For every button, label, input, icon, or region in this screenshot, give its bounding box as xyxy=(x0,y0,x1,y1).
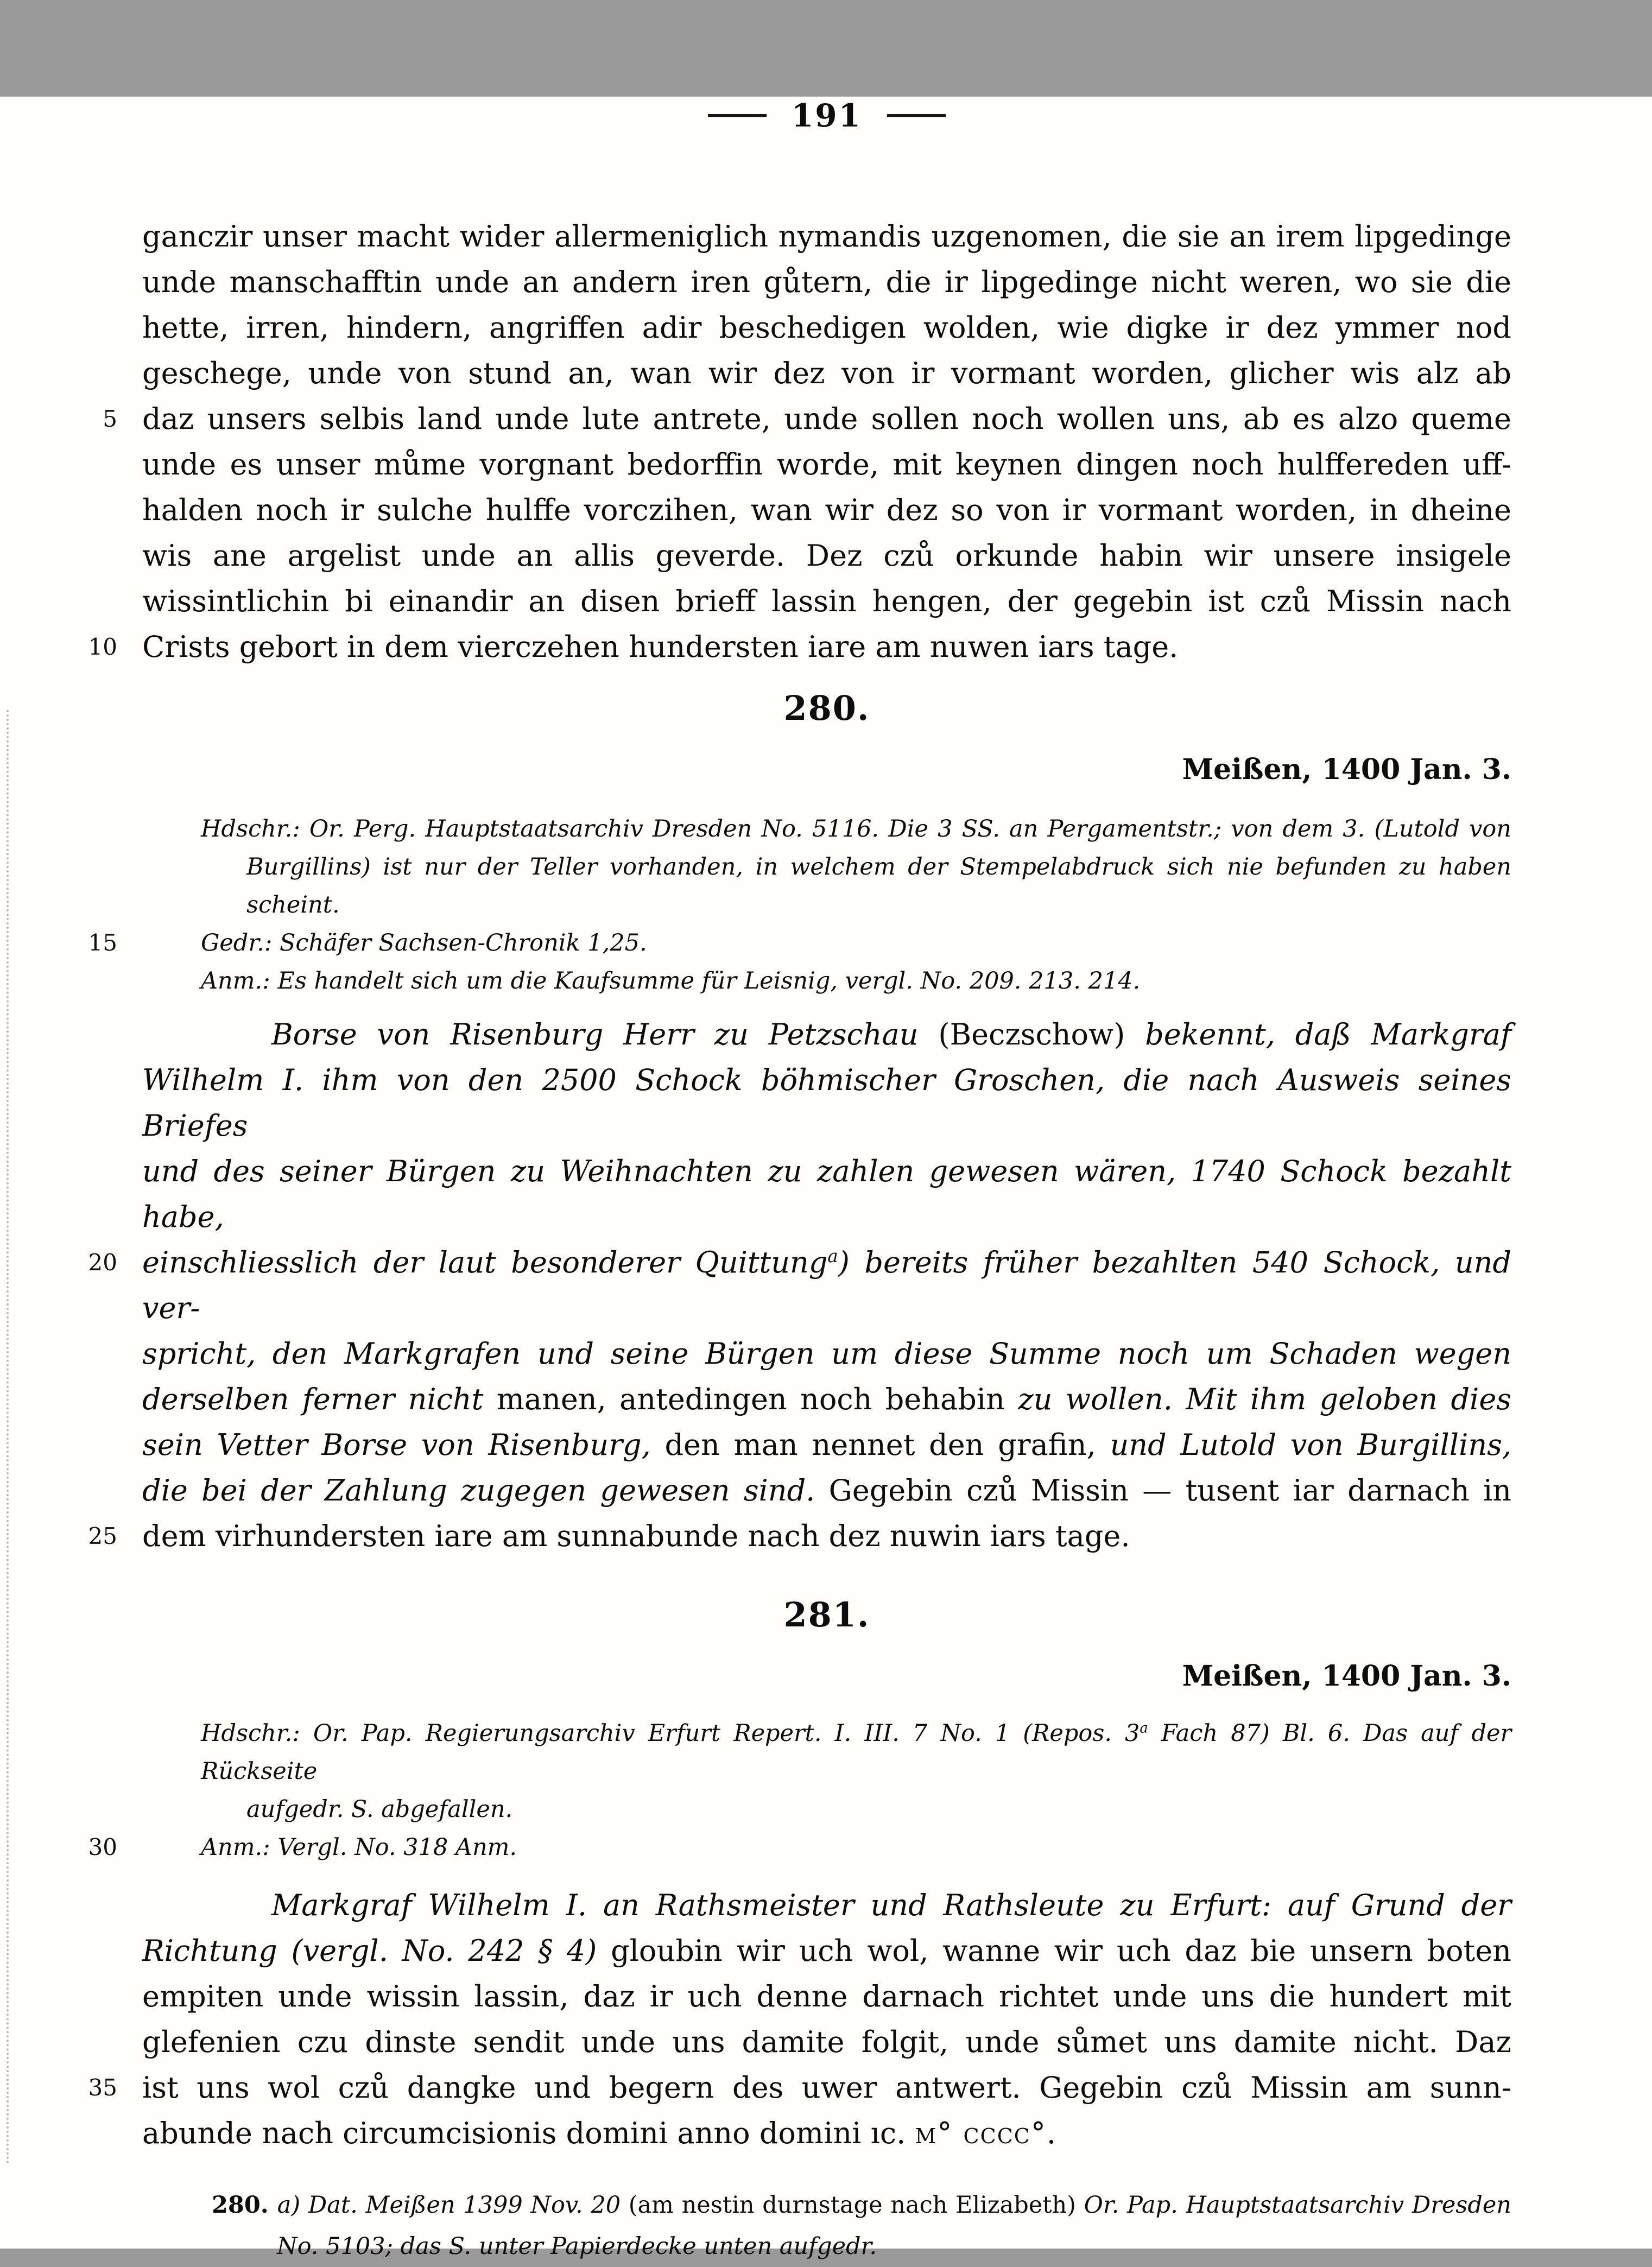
line-text xyxy=(142,2226,1511,2267)
line-text xyxy=(142,1468,1511,1514)
line-text xyxy=(142,1714,1511,1790)
footnote-280a xyxy=(0,2184,1652,2267)
text-segment: einschliesslich der laut besonderer Quittung xyxy=(142,1245,828,1280)
text-segment: No. 5103; das S. unter Papierdecke unten aufgedr. xyxy=(277,2233,877,2260)
margin-line-number xyxy=(0,442,142,487)
line-text xyxy=(142,1057,1511,1149)
entry-281-summary xyxy=(0,1883,1652,2156)
text-segment: ganczir unser macht wider allermeniglich nymandis uzgenomen, die sie an irem lipgedinge xyxy=(142,219,1511,254)
margin-line-number xyxy=(0,1012,142,1057)
text-line xyxy=(0,1057,1652,1149)
margin-line-number xyxy=(0,351,142,396)
text-line xyxy=(0,305,1652,351)
margin-line-number xyxy=(0,579,142,624)
margin-line-number xyxy=(0,1790,142,1828)
line-text xyxy=(142,1928,1511,1974)
margin-line-number xyxy=(0,2019,142,2065)
line-text xyxy=(142,1377,1511,1422)
margin-line-number xyxy=(0,214,142,259)
header-rule-right xyxy=(887,114,946,117)
text-segment: daz unsers selbis land unde lute antrete, unde sollen noch wollen uns, ab es alzo queme xyxy=(142,402,1511,436)
margin-line-number xyxy=(0,1974,142,2019)
text-segment: derselben ferner nicht xyxy=(142,1382,497,1416)
text-line xyxy=(0,2065,1652,2111)
line-text xyxy=(142,1514,1511,1559)
text-segment: m° cccc° xyxy=(915,2116,1047,2150)
line-text xyxy=(142,924,1511,962)
text-segment: Or. Pap. Hauptstaatsarchiv Dresden xyxy=(1075,2192,1511,2219)
text-line xyxy=(0,214,1652,259)
text-segment: bekennt, daß Markgraf xyxy=(1125,1017,1511,1052)
margin-line-number xyxy=(0,305,142,351)
text-line xyxy=(0,2184,1652,2226)
text-segment: (Beczschow) xyxy=(938,1017,1125,1052)
text-line xyxy=(0,1468,1652,1514)
text-segment: und Lutold von Burgillins, xyxy=(1110,1428,1512,1462)
text-segment: abunde nach circumcisionis domini anno domini ıc. xyxy=(142,2116,915,2150)
margin-line-number xyxy=(0,1377,142,1422)
text-line xyxy=(0,962,1652,1000)
entry-280-number: 280. xyxy=(783,688,870,728)
text-line xyxy=(0,579,1652,624)
entry-281-apparatus xyxy=(0,1714,1652,1866)
line-text xyxy=(142,1883,1511,1928)
text-segment: hette, irren, hindern, angriffen adir beschedigen wolden, wie digke ir dez ymmer nod xyxy=(142,311,1511,345)
margin-line-number: 25 xyxy=(88,1523,117,1549)
line-text xyxy=(142,396,1511,442)
text-segment: Hdschr.: Or. Pap. Regierungsarchiv Erfurt Repert. I. III. 7 No. 1 (Repos. 3 xyxy=(201,1720,1140,1747)
line-text xyxy=(142,351,1511,396)
entry-280-dateline: Meißen, 1400 Jan. 3. xyxy=(1182,753,1511,786)
margin-line-number: 35 xyxy=(88,2074,117,2101)
text-line xyxy=(0,2226,1652,2267)
text-segment: Wilhelm I. ihm von den 2500 Schock böhmischer Groschen, die nach Ausweis seines Briefes xyxy=(142,1063,1511,1143)
text-line xyxy=(0,1714,1652,1790)
line-text xyxy=(142,2111,1511,2156)
header-rule-left xyxy=(708,114,767,117)
margin-line-number xyxy=(0,1928,142,1974)
text-segment: Markgraf Wilhelm I. an Rathsmeister und Rathsleute zu Erfurt: auf Grund der xyxy=(271,1888,1511,1922)
line-text xyxy=(142,962,1511,1000)
page-header xyxy=(142,97,1511,135)
text-segment: Borse von Risenburg Herr zu Petzschau xyxy=(271,1017,939,1052)
text-segment: Gegebin czů Missin — tusent iar darnach in xyxy=(828,1473,1511,1508)
margin-line-number: 15 xyxy=(88,929,117,956)
text-segment: 280. xyxy=(212,2192,277,2219)
margin-line-number xyxy=(0,487,142,533)
text-line xyxy=(0,1828,1652,1866)
page-number: 191 xyxy=(791,97,863,134)
text-segment: Richtung (vergl. No. 242 § 4) xyxy=(142,1934,611,1968)
line-text xyxy=(142,1240,1511,1331)
book-page-scan xyxy=(0,97,1652,2260)
line-text xyxy=(142,579,1511,624)
margin-line-number: 5 xyxy=(103,406,117,432)
margin-line-number xyxy=(0,962,142,1000)
line-text xyxy=(142,810,1511,848)
margin-line-number xyxy=(0,259,142,305)
text-segment: zu wollen. Mit ihm geloben dies xyxy=(1018,1382,1511,1416)
text-line xyxy=(0,1928,1652,1974)
margin-line-number xyxy=(0,1331,142,1377)
line-text xyxy=(142,624,1511,670)
margin-line-number: 30 xyxy=(88,1834,117,1860)
margin-line-number xyxy=(0,2184,142,2226)
text-line xyxy=(0,1331,1652,1377)
text-segment: ist uns wol czů dangke und begern des uwer antwert. Gegebin czů Missin am sunn- xyxy=(142,2070,1511,2105)
text-segment: a xyxy=(827,1246,838,1267)
text-segment: Hdschr.: Or. Perg. Hauptstaatsarchiv Dresden No. 5116. Die 3 SS. an Pergamentstr.; von dem 3. (Lutold von xyxy=(201,815,1511,843)
text-line xyxy=(0,259,1652,305)
margin-line-number xyxy=(0,2111,142,2156)
text-segment: gloubin wir uch wol, wanne wir uch daz bie unsern boten xyxy=(611,1934,1511,1968)
margin-line-number xyxy=(0,1149,142,1240)
text-line xyxy=(0,442,1652,487)
text-line xyxy=(0,533,1652,579)
margin-line-number xyxy=(0,2226,142,2267)
text-segment: Gedr.: Schäfer Sachsen-Chronik 1,25. xyxy=(201,929,647,957)
text-line xyxy=(0,1377,1652,1422)
text-line xyxy=(0,487,1652,533)
line-text xyxy=(142,259,1511,305)
text-segment: ) bereits früher bezahlten 540 Schock, und ver- xyxy=(142,1245,1511,1325)
line-text xyxy=(142,2019,1511,2065)
text-line xyxy=(0,1240,1652,1331)
margin-line-number xyxy=(0,848,142,924)
text-line xyxy=(0,1012,1652,1057)
text-segment: den man nennet den grafin, xyxy=(664,1428,1110,1462)
line-text xyxy=(142,442,1511,487)
margin-line-number xyxy=(0,1883,142,1928)
line-text xyxy=(142,1974,1511,2019)
margin-line-number: 20 xyxy=(88,1249,117,1276)
text-segment: glefenien czu dinste sendit unde uns damite folgit, unde sůmet uns damite nicht. Daz xyxy=(142,2025,1511,2059)
text-segment: a) Dat. Meißen 1399 Nov. 20 xyxy=(277,2192,629,2219)
text-segment: wis ane argelist unde an allis geverde. Dez czů orkunde habin wir unsere insigele xyxy=(142,539,1511,573)
line-text xyxy=(142,1149,1511,1240)
entry-280-apparatus xyxy=(0,810,1652,1000)
text-line xyxy=(0,351,1652,396)
line-text xyxy=(142,2065,1511,2111)
margin-line-number xyxy=(0,810,142,848)
text-segment: die bei der Zahlung zugegen gewesen sind. xyxy=(142,1473,829,1508)
text-line xyxy=(0,1883,1652,1928)
margin-line-number xyxy=(0,1468,142,1514)
text-segment: Burgillins) ist nur der Teller vorhanden, in welchem der Stempelabdruck sich nie befunden zu haben scheint. xyxy=(246,853,1511,919)
text-segment: Fach 87) Bl. 6. Das auf der Rückseite xyxy=(201,1720,1511,1785)
text-segment: sein Vetter Borse von Risenburg, xyxy=(142,1428,665,1462)
text-segment: (am nestin durnstage nach Elizabeth) xyxy=(628,2192,1076,2219)
margin-line-number xyxy=(0,1714,142,1790)
charter-text-continued xyxy=(0,214,1652,670)
text-segment: wissintlichin bi einandir an disen brieff lassin hengen, der gegebin ist czů Missin nach xyxy=(142,584,1511,618)
text-segment: Anm.: Vergl. No. 318 Anm. xyxy=(201,1834,517,1861)
line-text xyxy=(142,1012,1511,1057)
margin-line-number: 10 xyxy=(88,634,117,660)
line-text xyxy=(142,305,1511,351)
line-text xyxy=(142,1828,1511,1866)
text-segment: unde manschafftin unde an andern iren gůtern, die ir lipgedinge nicht weren, wo sie die xyxy=(142,265,1511,299)
text-line xyxy=(0,1790,1652,1828)
text-segment: a xyxy=(1140,1720,1148,1737)
entry-281-dateline: Meißen, 1400 Jan. 3. xyxy=(1182,1660,1511,1693)
margin-line-number xyxy=(0,1057,142,1149)
text-segment: Crists gebort in dem vierczehen hundersten iare am nuwen iars tage. xyxy=(142,630,1179,664)
text-segment: unde es unser můme vorgnant bedorffin worde, mit keynen dingen noch hulffereden uff- xyxy=(142,447,1511,482)
text-line xyxy=(0,624,1652,670)
entry-281-number: 281. xyxy=(783,1595,870,1635)
margin-line-number xyxy=(0,1422,142,1468)
line-text xyxy=(142,1331,1511,1377)
scan-artifact-dotted-line xyxy=(7,710,9,2165)
text-segment: manen, antedingen noch behabin xyxy=(496,1382,1018,1416)
text-segment: spricht, den Markgrafen und seine Bürgen um diese Summe noch um Schaden wegen xyxy=(142,1337,1511,1371)
line-text xyxy=(142,1422,1511,1468)
text-line xyxy=(0,1422,1652,1468)
text-segment: dem virhundersten iare am sunnabunde nach dez nuwin iars tage. xyxy=(142,1519,1130,1553)
text-segment: Anm.: Es handelt sich um die Kaufsumme für Leisnig, vergl. No. 209. 213. 214. xyxy=(201,967,1141,995)
text-segment: halden noch ir sulche hulffe vorczihen, wan wir dez so von ir vormant worden, in dheine xyxy=(142,493,1511,527)
text-line xyxy=(0,396,1652,442)
text-segment: empiten unde wissin lassin, daz ir uch denne darnach richtet unde uns die hundert mit xyxy=(142,1979,1511,2013)
text-line xyxy=(0,810,1652,848)
line-text xyxy=(142,2184,1511,2226)
entry-280-summary xyxy=(0,1012,1652,1559)
text-line xyxy=(0,2019,1652,2065)
line-text xyxy=(142,214,1511,259)
text-line xyxy=(0,1149,1652,1240)
line-text xyxy=(142,848,1511,924)
line-text xyxy=(142,487,1511,533)
text-line xyxy=(0,1974,1652,2019)
text-line xyxy=(0,924,1652,962)
text-segment: aufgedr. S. abgefallen. xyxy=(246,1796,513,1823)
text-line xyxy=(0,848,1652,924)
line-text xyxy=(142,1790,1511,1828)
margin-line-number xyxy=(0,533,142,579)
text-segment: . xyxy=(1046,2116,1056,2150)
line-text xyxy=(142,533,1511,579)
text-line xyxy=(0,1514,1652,1559)
text-segment: und des seiner Bürgen zu Weihnachten zu zahlen gewesen wären, 1740 Schock bezahlt habe, xyxy=(142,1154,1511,1234)
text-line xyxy=(0,2111,1652,2156)
text-segment: geschege, unde von stund an, wan wir dez von ir vormant worden, glicher wis alz ab xyxy=(142,356,1511,390)
